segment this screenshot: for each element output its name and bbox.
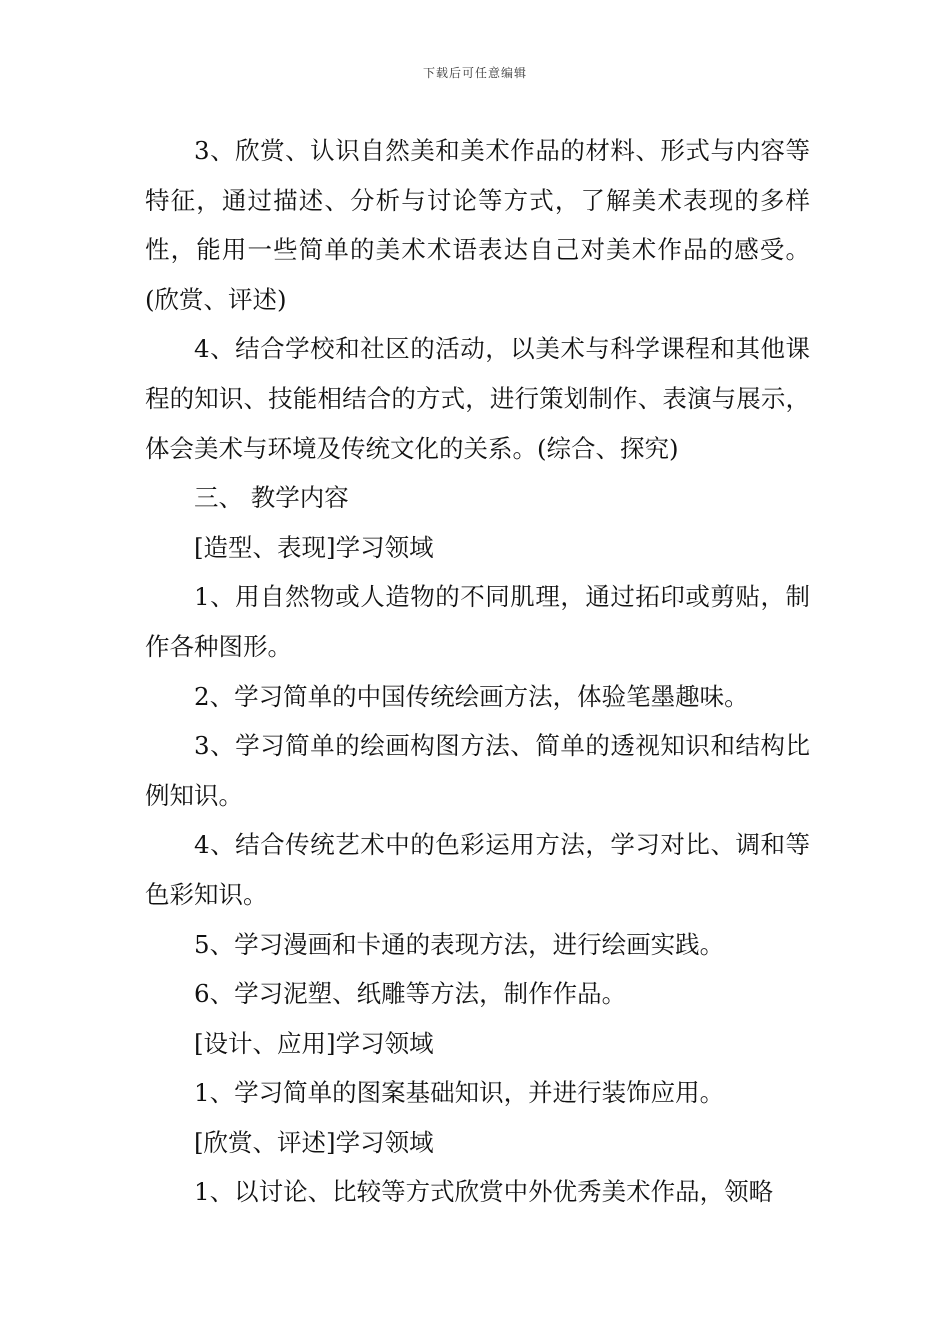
paragraph-modeling-1: 1、用自然物或人造物的不同肌理，通过拓印或剪贴，制作各种图形。 [145, 582, 810, 661]
paragraph-modeling-5: 5、学习漫画和卡通的表现方法，进行绘画实践。 [194, 929, 725, 959]
paragraph-objective-3: 3、欣赏、认识自然美和美术作品的材料、形式与内容等特征，通过描述、分析与讨论等方式，了解美术表现的多样性，能用一些简单的美术术语表达自己对美术作品的感受。(欣赏、评述) [145, 136, 810, 314]
paragraph-appreciation-1: 1、以讨论、比较等方式欣赏中外优秀美术作品，领略 [194, 1177, 774, 1207]
document-body [145, 126, 810, 1217]
paragraph-modeling-4: 4、结合传统艺术中的色彩运用方法，学习对比、调和等色彩知识。 [145, 830, 810, 909]
subsection-heading-modeling: [造型、表现]学习领域 [194, 532, 434, 562]
section-heading-teaching-content: 三、 教学内容 [194, 483, 349, 513]
paragraph-objective-4: 4、结合学校和社区的活动，以美术与科学课程和其他课程的知识、技能相结合的方式，进行策划制作、表演与展示，体会美术与环境及传统文化的关系。(综合、探究) [145, 334, 810, 463]
paragraph-modeling-2: 2、学习简单的中国传统绘画方法，体验笔墨趣味。 [194, 681, 749, 711]
subsection-heading-design: [设计、应用]学习领域 [194, 1028, 434, 1058]
paragraph-design-1: 1、学习简单的图案基础知识，并进行装饰应用。 [194, 1078, 725, 1108]
page-header: 下载后可任意编辑 [422, 66, 527, 80]
paragraph-modeling-3: 3、学习简单的绘画构图方法、简单的透视知识和结构比例知识。 [145, 731, 810, 810]
paragraph-modeling-6: 6、学习泥塑、纸雕等方法，制作作品。 [194, 979, 627, 1009]
subsection-heading-appreciation: [欣赏、评述]学习领域 [194, 1127, 434, 1157]
